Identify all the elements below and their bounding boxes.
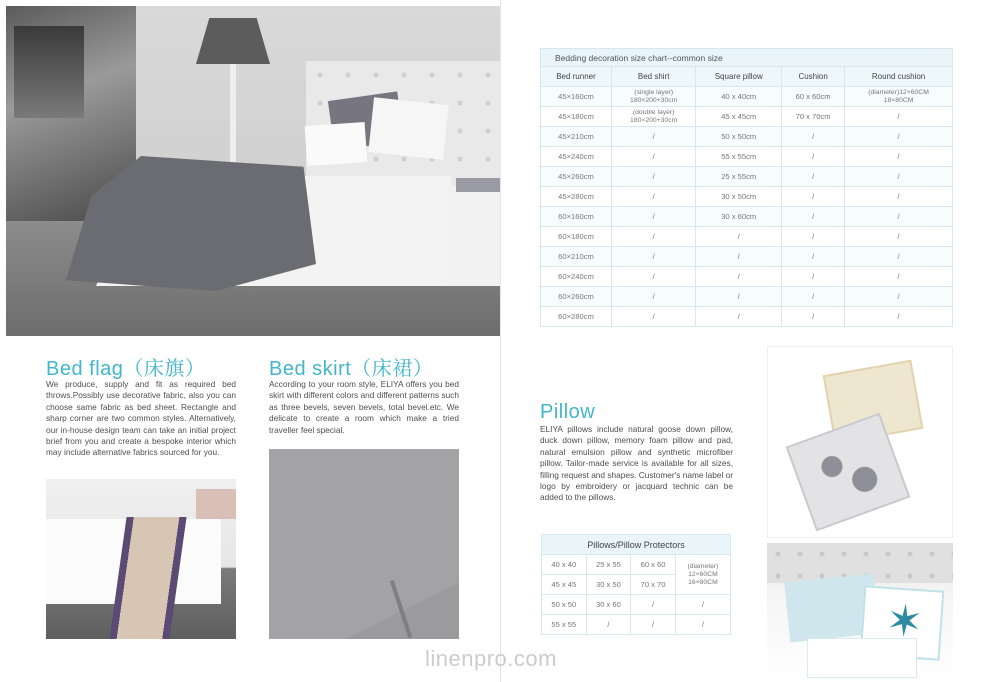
size-chart-cell: 45×180cm xyxy=(541,107,612,127)
size-chart-cell: / xyxy=(611,187,695,207)
size-chart-cell: / xyxy=(782,167,845,187)
size-chart-cell: 60×210cm xyxy=(541,247,612,267)
size-chart-header-cell: Square pillow xyxy=(696,67,782,87)
size-chart-cell: / xyxy=(845,247,953,267)
size-chart-row xyxy=(541,107,953,127)
size-chart-cell: / xyxy=(611,307,695,327)
protectors-chart-cell: 55 x 55 xyxy=(542,615,587,635)
size-chart-row xyxy=(541,167,953,187)
size-chart-cell: / xyxy=(696,287,782,307)
protectors-chart-cell: 25 x 55 xyxy=(586,555,631,575)
size-chart-cell: 50 x 50cm xyxy=(696,127,782,147)
size-chart-cell: / xyxy=(845,187,953,207)
size-chart-cell: 25 x 55cm xyxy=(696,167,782,187)
bed-skirt-photo xyxy=(269,449,459,639)
size-chart-cell: / xyxy=(611,267,695,287)
size-chart-header-cell: Round cushion xyxy=(845,67,953,87)
size-chart-row xyxy=(541,267,953,287)
size-chart-cell: / xyxy=(782,227,845,247)
size-chart-cell: / xyxy=(782,287,845,307)
size-chart-cell: / xyxy=(782,127,845,147)
size-chart-cell: / xyxy=(845,147,953,167)
size-chart-cell: 45×240cm xyxy=(541,147,612,167)
size-chart-cell: / xyxy=(611,207,695,227)
protectors-chart-cell: / xyxy=(631,615,676,635)
size-chart-cell: / xyxy=(845,207,953,227)
size-chart-cell: / xyxy=(845,307,953,327)
protectors-chart-cell: 45 x 45 xyxy=(542,575,587,595)
size-chart-cell: / xyxy=(845,287,953,307)
size-chart-header-cell: Cushion xyxy=(782,67,845,87)
size-chart-cell: / xyxy=(611,247,695,267)
pillow-description: ELIYA pillows include natural goose down pillow, duck down pillow, memory foam pillow and pad, natural emulsion pillow and synthetic microfiber pillow. Tailor-made service is available for all sizes, filling request and shapes. Customer's name label or logo by embroidery or jacquard technic can be added to the pillows. xyxy=(540,424,733,503)
size-chart-cell: / xyxy=(845,267,953,287)
watermark: linenpro.com xyxy=(425,646,557,671)
size-chart-cell: 60×280cm xyxy=(541,307,612,327)
size-chart-row xyxy=(541,287,953,307)
size-chart-cell: / xyxy=(696,267,782,287)
size-chart-cell: 45×260cm xyxy=(541,167,612,187)
size-chart-cell: 45×160cm xyxy=(541,87,612,107)
size-chart-row xyxy=(541,207,953,227)
size-chart-cell: / xyxy=(782,207,845,227)
size-chart-cell: / xyxy=(611,167,695,187)
size-chart-cell: / xyxy=(845,227,953,247)
size-chart-cell: 60×260cm xyxy=(541,287,612,307)
bed-skirt-title: Bed skirt（床裙） xyxy=(269,358,434,380)
size-chart-row xyxy=(541,227,953,247)
size-chart-cell: / xyxy=(696,227,782,247)
size-chart-cell: / xyxy=(782,187,845,207)
size-chart-row xyxy=(541,87,953,107)
size-chart-cell: 60×240cm xyxy=(541,267,612,287)
size-chart-cell: / xyxy=(782,307,845,327)
protectors-chart-cell: 40 x 40 xyxy=(542,555,587,575)
size-chart-cell: / xyxy=(611,147,695,167)
size-chart-row xyxy=(541,187,953,207)
protectors-chart-row xyxy=(542,555,731,575)
size-chart-cell: 60×160cm xyxy=(541,207,612,227)
size-chart-cell: / xyxy=(611,227,695,247)
size-chart-cell: / xyxy=(782,147,845,167)
bed-flag-photo xyxy=(46,479,236,639)
bed-skirt-description: According to your room style, ELIYA offers you bed skirt with different colors and different patterns such as three bevels, seven bevels, total bevel.etc. We delicate to create a room which make a tried traveller feel special. xyxy=(269,379,459,435)
protectors-chart-cell: 30 x 60 xyxy=(586,595,631,615)
size-chart-cell: / xyxy=(611,287,695,307)
size-chart-cell: (single layer) 180×200+30cm xyxy=(611,87,695,107)
size-chart-cell: 30 x 60cm xyxy=(696,207,782,227)
bed-pillows-photo xyxy=(767,543,953,679)
size-chart-caption: Bedding decoration size chart--common size xyxy=(541,49,953,67)
size-chart-cell: / xyxy=(845,127,953,147)
protectors-chart-cell: / xyxy=(675,595,730,615)
size-chart-header-cell: Bed shirt xyxy=(611,67,695,87)
bed-flag-title: Bed flag（床旗） xyxy=(46,358,206,380)
pillow-protectors-chart xyxy=(541,534,731,635)
size-chart-row xyxy=(541,147,953,167)
protectors-chart-caption: Pillows/Pillow Protectors xyxy=(542,535,731,555)
bedroom-photo xyxy=(6,6,500,336)
protectors-chart-cell: 50 x 50 xyxy=(542,595,587,615)
size-chart-cell: 45×280cm xyxy=(541,187,612,207)
size-chart-cell: 70 x 70cm xyxy=(782,107,845,127)
size-chart-cell: (double layer) 180×200+30cm xyxy=(611,107,695,127)
size-chart-row xyxy=(541,247,953,267)
bed-flag-description: We produce, supply and fit as required bed throws.Possibly use decorative fabric, also you can choose same fabric as bed sheet. Rectangle and sharp corner are two common styles. Alternatively, our in-house design team can take an initial project brief from you and create a bespoke interior which may include alternative fabrics sourced for you. xyxy=(46,379,236,458)
size-chart-cell: 45×210cm xyxy=(541,127,612,147)
size-chart-cell: / xyxy=(782,267,845,287)
size-chart-cell: 55 x 55cm xyxy=(696,147,782,167)
protectors-chart-cell: / xyxy=(586,615,631,635)
pillow-title: Pillow xyxy=(540,401,596,423)
size-chart-cell: (diameter)12×60CM 18×80CM xyxy=(845,87,953,107)
protectors-chart-cell: / xyxy=(675,615,730,635)
bedding-size-chart xyxy=(540,48,953,327)
protectors-chart-cell: 30 x 50 xyxy=(586,575,631,595)
size-chart-cell: 60 x 60cm xyxy=(782,87,845,107)
protectors-chart-cell: (diameter) 12×60CM 16×80CM xyxy=(675,555,730,595)
protectors-chart-row xyxy=(542,615,731,635)
decorative-pillows-photo xyxy=(767,346,953,538)
protectors-chart-row xyxy=(542,595,731,615)
protectors-chart-cell: 70 x 70 xyxy=(631,575,676,595)
size-chart-row xyxy=(541,127,953,147)
size-chart-cell: 30 x 50cm xyxy=(696,187,782,207)
size-chart-cell: / xyxy=(845,107,953,127)
size-chart-cell: 45 x 45cm xyxy=(696,107,782,127)
size-chart-row xyxy=(541,307,953,327)
size-chart-cell: / xyxy=(845,167,953,187)
size-chart-cell: 60×180cm xyxy=(541,227,612,247)
size-chart-cell: / xyxy=(782,247,845,267)
size-chart-cell: 40 x 40cm xyxy=(696,87,782,107)
size-chart-cell: / xyxy=(696,307,782,327)
protectors-chart-cell: 60 x 60 xyxy=(631,555,676,575)
size-chart-cell: / xyxy=(611,127,695,147)
size-chart-cell: / xyxy=(696,247,782,267)
size-chart-header-cell: Bed runner xyxy=(541,67,612,87)
protectors-chart-cell: / xyxy=(631,595,676,615)
